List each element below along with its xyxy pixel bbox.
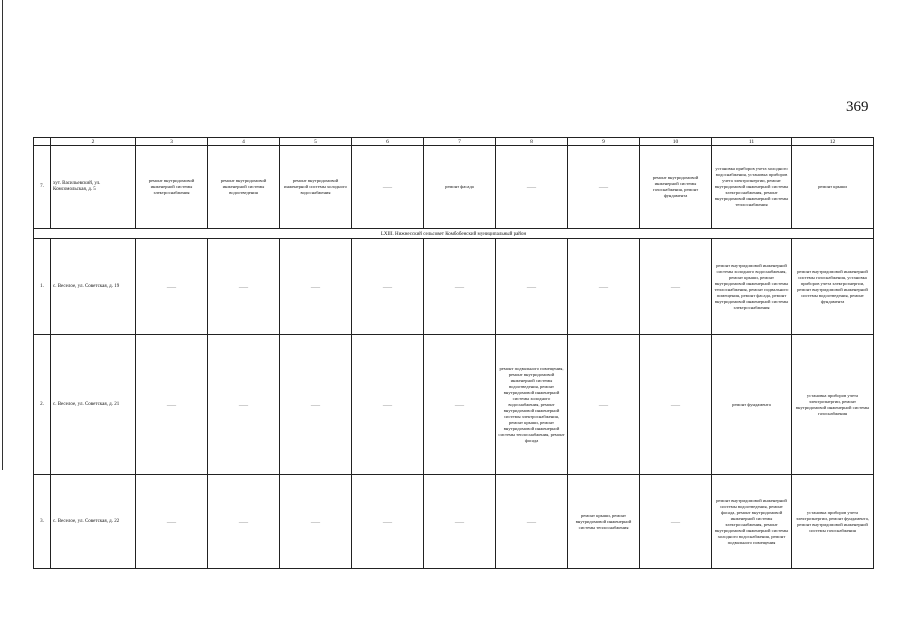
work-cell: ——	[208, 475, 280, 569]
work-cell: ——	[640, 239, 712, 335]
page-number: 369	[846, 99, 869, 115]
section-row	[34, 229, 874, 239]
header-cell-11: 11	[712, 138, 792, 146]
work-cell: ремонт внутридомовой инженерной системы холодного водоснабжения	[280, 146, 352, 229]
header-cell-3: 3	[136, 138, 208, 146]
page-margin-line	[2, 0, 3, 470]
work-cell: ——	[352, 239, 424, 335]
work-cell: ——	[496, 475, 568, 569]
table-row	[34, 475, 874, 569]
work-cell: ——	[280, 335, 352, 475]
header-cell-2: 2	[51, 138, 136, 146]
header-row	[34, 138, 874, 146]
address-cell: хут. Васильевский, ул. Комсомольская, д. 5	[51, 146, 136, 229]
work-cell: ——	[280, 475, 352, 569]
header-cell-8: 8	[496, 138, 568, 146]
work-cell: установка приборов учета холодного водоснабжения, установка приборов учета электроэнергии, ремонт внутридомовой инженерной системы электроснабжения, ремонт внутридомовой инженерной системы теплоснабжения	[712, 146, 792, 229]
work-cell: ——	[352, 335, 424, 475]
address-cell: с. Веселое, ул. Советская, д. 21	[51, 335, 136, 475]
work-cell: ——	[568, 146, 640, 229]
work-cell: ремонт фасада	[424, 146, 496, 229]
work-cell: ——	[640, 335, 712, 475]
work-cell: ——	[568, 239, 640, 335]
work-cell: ——	[496, 239, 568, 335]
work-cell: ремонт подвального помещения, ремонт внутридомовой инженерной системы водоотведения, ремонт внутридомовой инженерной системы холодного водоснабжения, ремонт внутридомовой инженерной системы электроснабжения, ремонт крыши, ремонт внутридомовой инженерной системы теплоснабжения, ремонт фасада	[496, 335, 568, 475]
work-cell: ремонт фундамента	[712, 335, 792, 475]
work-cell: ремонт внутридомовой инженерной системы электроснабжения	[136, 146, 208, 229]
work-cell: ремонт внутридомовой инженерной системы водоотведения, ремонт фасада, ремонт внутридомовой инженерной системы электроснабжения, ремонт внутридомовой инженерной системы холодного водоснабжения, ремонт подвального помещения	[712, 475, 792, 569]
work-cell: ремонт крыши, ремонт внутридомовой инженерной системы теплоснабжения	[568, 475, 640, 569]
work-cell: установка приборов учета электроэнергии, ремонт внутридомовой инженерной системы газоснабжения	[792, 335, 874, 475]
work-cell: ——	[568, 335, 640, 475]
header-cell-1	[34, 138, 51, 146]
table-row	[34, 146, 874, 229]
work-cell: ——	[424, 239, 496, 335]
work-cell: ремонт внутридомовой инженерной системы газоснабжения, установка приборов учета электроэнергии, ремонт внутридомовой инженерной системы водоотведения, ремонт фундамента	[792, 239, 874, 335]
work-cell: ремонт крыши	[792, 146, 874, 229]
header-cell-7: 7	[424, 138, 496, 146]
row-number: 2.	[34, 335, 51, 475]
repair-schedule-table	[33, 137, 874, 569]
header-cell-12: 12	[792, 138, 874, 146]
work-cell: установка приборов учета электроэнергии, ремонт фундамента, ремонт внутридомовой инженерной системы газоснабжения	[792, 475, 874, 569]
header-cell-4: 4	[208, 138, 280, 146]
work-cell: ——	[136, 239, 208, 335]
work-cell: ——	[280, 239, 352, 335]
address-cell: с. Веселое, ул. Советская, д. 19	[51, 239, 136, 335]
work-cell: ——	[136, 335, 208, 475]
work-cell: ——	[208, 335, 280, 475]
work-cell: ——	[136, 475, 208, 569]
header-cell-6: 6	[352, 138, 424, 146]
work-cell: ——	[352, 475, 424, 569]
section-title: LXIII. Нижнесский сельсовет Комбобенский муниципальный район	[34, 229, 874, 239]
work-cell: ——	[424, 335, 496, 475]
row-number: 1.	[34, 239, 51, 335]
row-number: 3.	[34, 475, 51, 569]
work-cell: ремонт внутридомовой инженерной системы холодного водоснабжения, ремонт крыши, ремонт внутридомовой инженерной системы теплоснабжения, ремонт подвального помещения, ремонт фасада, ремонт внутридомовой инженерной системы электроснабжения	[712, 239, 792, 335]
work-cell: ——	[424, 475, 496, 569]
work-cell: ——	[352, 146, 424, 229]
work-cell: ремонт внутридомовой инженерной системы газоснабжения, ремонт фундамента	[640, 146, 712, 229]
work-cell: ремонт внутридомовой инженерной системы водоотведения	[208, 146, 280, 229]
header-cell-5: 5	[280, 138, 352, 146]
header-cell-9: 9	[568, 138, 640, 146]
work-cell: ——	[640, 475, 712, 569]
table-row	[34, 335, 874, 475]
work-cell: ——	[208, 239, 280, 335]
address-cell: с. Веселое, ул. Советская, д. 22	[51, 475, 136, 569]
table-row	[34, 239, 874, 335]
row-number: 7.	[34, 146, 51, 229]
work-cell: ——	[496, 146, 568, 229]
header-cell-10: 10	[640, 138, 712, 146]
